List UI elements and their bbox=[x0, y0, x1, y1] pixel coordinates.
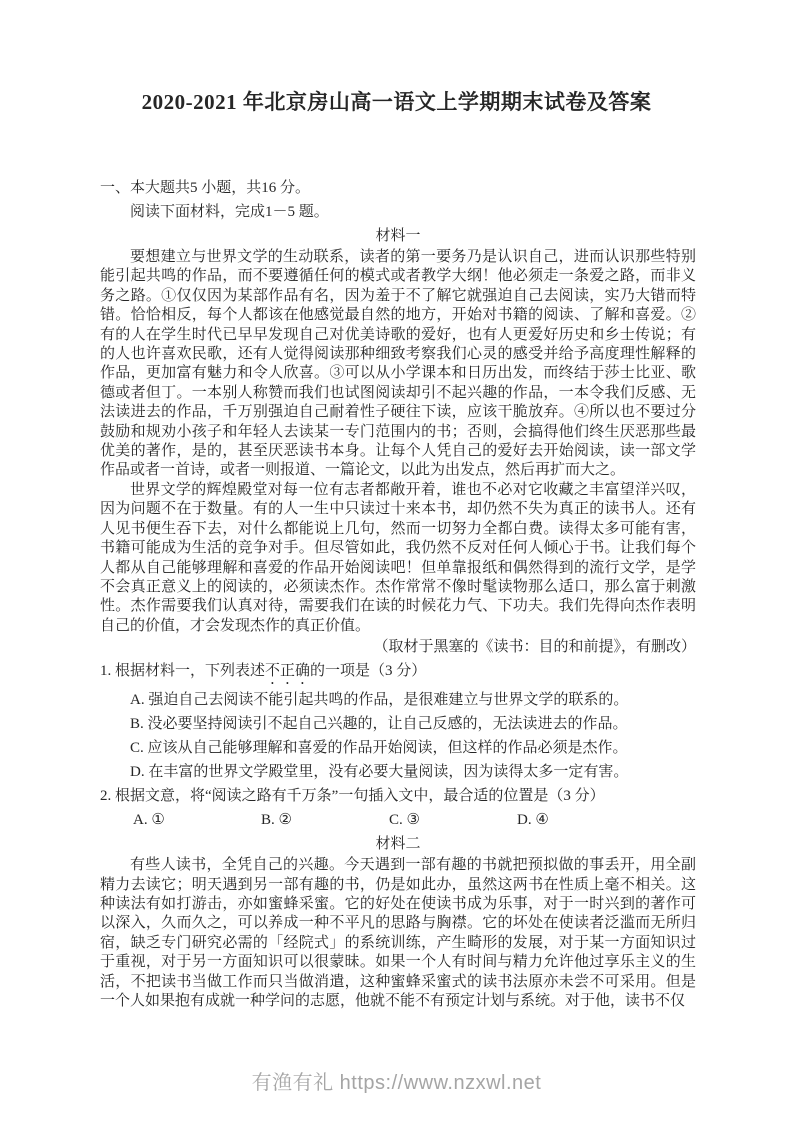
question2-option-c: C. ③ bbox=[389, 812, 420, 829]
material1-paragraph-2: 世界文学的辉煌殿堂对每一位有志者都敞开着，谁也不必对它收藏之丰富望洋兴叹，因为问题不在于数量。有的人一生中只读过十来本书，却仍然不失为真正的读书人。还有人见书便生吞下去，对什么都能说上几句，然而一切努力全都白费。读得太多可能有害，书籍可能成为生活的竞争对手。但尽管如此，我仍然不反对任何人倾心于书。让我们每个人都从自己能够理解和喜爱的作品开始阅读吧！但单靠报纸和偶然得到的流行文学，是学不会真正意义上的阅读的，必须读杰作。杰作常常不像时髦读物那么适口，那么富于刺激性。杰作需要我们认真对待，需要我们在读的时候花力气、下功夫。我们先得向杰作表明自己的价值，才会发现杰作的真正价值。 bbox=[100, 481, 696, 634]
question2-option-b: B. ② bbox=[261, 812, 292, 829]
page-title: 2020-2021 年北京房山高一语文上学期期末试卷及答案 bbox=[141, 90, 652, 114]
question1-stem-suffix: 的一项是（3 分） bbox=[310, 663, 427, 680]
exam-body bbox=[100, 176, 696, 1011]
material2-heading: 材料二 bbox=[375, 836, 421, 853]
question1-stem-emphasized: 不正确 bbox=[265, 663, 311, 680]
question1-option-c: C. 应该从自己能够理解和喜爱的作品开始阅读，但这样的作品必须是杰作。 bbox=[130, 740, 628, 757]
question2-options-row bbox=[133, 808, 696, 832]
material1-heading: 材料一 bbox=[375, 228, 421, 244]
question1-stem-prefix: 1. 根据材料一，下列表述 bbox=[100, 663, 266, 680]
watermark-footer: 有渔有礼 https://www.nzxwl.net bbox=[251, 1072, 542, 1094]
question2-stem: 2. 根据文意，将“阅读之路有千万条”一句插入文中，最合适的位置是（3 分） bbox=[100, 788, 605, 805]
question1-option-a: A. 强迫自己去阅读不能引起共鸣的作品，是很难建立与世界文学的联系的。 bbox=[130, 692, 629, 709]
question2-option-d: D. ④ bbox=[517, 812, 549, 829]
question2-option-a: A. ① bbox=[133, 812, 165, 829]
question1-stem bbox=[100, 659, 696, 688]
question1-option-b: B. 没必要坚持阅读引不起自己兴趣的，让自己反感的，无法读进去的作品。 bbox=[130, 716, 628, 733]
section-heading: 一、本大题共5 小题，共16 分。 bbox=[100, 180, 311, 196]
material2-paragraph-1: 有些人读书，全凭自己的兴趣。今天遇到一部有趣的书就把预拟做的事丢开，用全副精力去读它；明天遇到另一部有趣的书，仍是如此办，虽然这两书在性质上毫不相关。这种读法有如打游击，亦如蜜蜂采蜜。它的好处在使读书成为乐事，对于一时兴到的著作可以深入，久而久之，可以养成一种不平凡的思路与胸襟。它的坏处在使读者泛滥而无所归宿，缺乏专门研究必需的「经院式」的系统训练，产生畸形的发展，对于某一方面知识过于重视，对于另一方面知识可以很蒙昧。如果一个人有时间与精力允许他过享乐主义的生活，不把读书当做工作而只当做消遣，这种蜜蜂采蜜式的读书法原亦未尝不可采用。但是一个人如果抱有成就一种学问的志愿，他就不能不有预定计划与系统。对于他，读书不仅 bbox=[100, 857, 696, 1009]
material1-paragraph-1: 要想建立与世界文学的生动联系，读者的第一要务乃是认识自己，进而认识那些特别能引起共鸣的作品，而不要遵循任何的模式或者教学大纲！他必须走一条爱之路，而非义务之路。①仅仅因为某部作品有名，因为羞于不了解它就强迫自己去阅读，实乃大错而特错。恰恰相反，每个人都该在他感觉最自然的地方，开始对书籍的阅读、了解和喜爱。②有的人在学生时代已早早发现自己对优美诗歌的爱好，也有人更爱好历史和乡士传说；有的人也许喜欢民歌，还有人觉得阅读那种细致考察我们心灵的感受并给予高度理性解释的作品，更加富有魅力和令人欣喜。③可以从小学课本和日历出发，而终结于莎士比亚、歌德或者但丁。一本别人称赞而我们也试图阅读却引不起兴趣的作品，一本令我们反感、无法读进去的作品，千万别强迫自己耐着性子硬往下读，应该干脆放弃。④所以也不要过分鼓励和规劝小孩子和年轻人去读某一专门范围内的书；否则，会搞得他们终生厌恶那些最优美的著作，是的，甚至厌恶读书本身。让每个人凭自己的爱好去开始阅读，读一部文学作品或者一首诗，或者一则报道、一篇论文，以此为出发点，然后再扩而大之。 bbox=[100, 249, 696, 479]
question1-option-d: D. 在丰富的世界文学殿堂里，没有必要大量阅读，因为读得太多一定有害。 bbox=[130, 764, 629, 781]
reading-instruction: 阅读下面材料，完成1－5 题。 bbox=[130, 204, 329, 220]
material1-source-attribution: （取材于黑塞的《读书：目的和前提》，有删改） bbox=[373, 639, 696, 656]
